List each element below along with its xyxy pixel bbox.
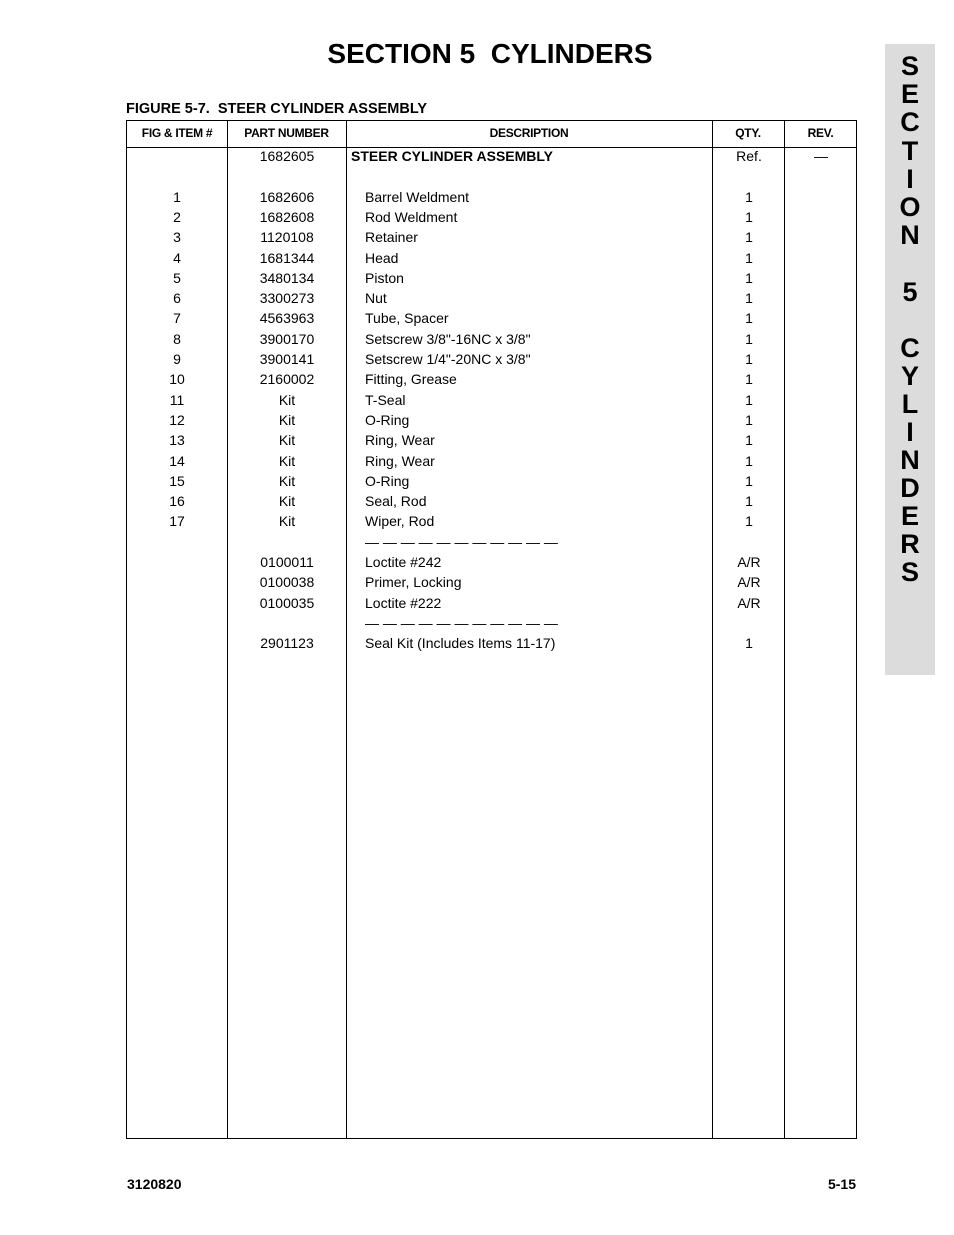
side-tab-letter: S — [900, 51, 919, 81]
quantity-cell: 1 — [745, 249, 753, 266]
description-cell: Rod Weldment — [365, 208, 458, 225]
revision-cell: — — [814, 148, 828, 164]
table-row — [127, 207, 856, 227]
quantity-cell: 1 — [745, 391, 753, 408]
table-row — [127, 329, 856, 349]
side-tab-letter: S — [900, 557, 919, 587]
description-cell: — — — — — — — — — — — — [365, 533, 558, 550]
side-tab-letter: T — [901, 136, 919, 166]
table-row — [127, 288, 856, 308]
side-tab-letter: R — [900, 529, 920, 559]
parts-table — [126, 120, 857, 1139]
table-row — [127, 268, 856, 288]
quantity-cell: 1 — [745, 411, 753, 428]
side-tab-letter: I — [906, 417, 914, 447]
item-number-cell: 10 — [169, 371, 185, 388]
table-row — [127, 532, 856, 552]
description-cell: Primer, Locking — [365, 574, 462, 591]
item-number-cell: 12 — [169, 411, 185, 428]
quantity-cell: 1 — [745, 432, 753, 449]
table-row — [127, 166, 856, 186]
side-tab-letter: E — [900, 79, 919, 109]
part-number-cell: 3480134 — [259, 269, 315, 286]
item-number-cell: 6 — [173, 290, 181, 307]
quantity-cell: 1 — [745, 310, 753, 327]
part-number-cell: 1682608 — [259, 208, 315, 225]
quantity-cell: 1 — [745, 208, 753, 225]
description-cell: Setscrew 3/8"-16NC x 3/8" — [365, 330, 531, 347]
item-number-cell: 14 — [169, 452, 185, 469]
quantity-cell: 1 — [745, 229, 753, 246]
quantity-cell: 1 — [745, 290, 753, 307]
side-tab-letter: 5 — [902, 277, 918, 307]
part-number-cell: 3900141 — [259, 351, 315, 367]
table-row — [127, 349, 856, 369]
description-cell: Seal, Rod — [365, 493, 427, 510]
description-cell: Retainer — [365, 229, 418, 246]
table-row — [127, 511, 856, 531]
item-number-cell: 7 — [173, 310, 181, 327]
item-number-cell: 4 — [173, 249, 181, 266]
item-number-cell: 5 — [173, 269, 181, 286]
description-cell: Setscrew 1/4"-20NC x 3/8" — [365, 351, 531, 367]
table-row — [127, 410, 856, 430]
description-cell: Loctite #222 — [365, 594, 442, 611]
table-row — [127, 552, 856, 572]
table-row — [127, 390, 856, 410]
side-tab-letter: N — [900, 445, 920, 475]
part-number-cell: 1681344 — [259, 249, 315, 266]
header-rev: REV. — [807, 126, 834, 140]
description-cell: — — — — — — — — — — — — [365, 614, 558, 631]
table-row — [127, 308, 856, 328]
table-row — [127, 613, 856, 633]
item-number-cell: 16 — [169, 493, 185, 510]
table-row — [127, 593, 856, 613]
item-number-cell: 15 — [169, 472, 185, 489]
side-tab-letter: N — [900, 220, 920, 250]
part-number-cell: 2160002 — [259, 371, 315, 388]
side-tab-letter: C — [900, 333, 920, 363]
part-number-cell: Kit — [278, 452, 296, 469]
table-row — [127, 227, 856, 247]
side-tab-letter: C — [900, 107, 920, 137]
part-number-cell: 1682605 — [259, 148, 315, 164]
description-cell: T-Seal — [365, 391, 406, 408]
quantity-cell: A/R — [737, 594, 761, 611]
part-number-cell: 2901123 — [260, 635, 314, 652]
part-number-cell: 3300273 — [259, 290, 315, 307]
part-number-cell: 3900170 — [259, 330, 315, 347]
quantity-cell: 1 — [745, 513, 753, 530]
description-cell: Ring, Wear — [365, 432, 435, 449]
part-number-cell: Kit — [278, 493, 296, 510]
part-number-cell: 1682606 — [259, 188, 315, 205]
description-cell: Head — [365, 249, 399, 266]
quantity-cell: 1 — [745, 493, 753, 510]
side-tab-letter: O — [899, 192, 921, 222]
part-number-cell: Kit — [278, 432, 296, 449]
part-number-cell: Kit — [278, 513, 296, 530]
item-number-cell: 9 — [173, 351, 181, 367]
part-number-cell: 1120108 — [260, 229, 314, 246]
quantity-cell: A/R — [737, 574, 761, 591]
quantity-cell: A/R — [737, 554, 761, 570]
quantity-cell: 1 — [745, 269, 753, 286]
description-cell: O-Ring — [365, 472, 410, 489]
description-cell: Tube, Spacer — [365, 310, 449, 327]
item-number-cell: 13 — [169, 432, 185, 449]
part-number-cell: Kit — [278, 391, 296, 408]
side-tab-letter: Y — [900, 361, 919, 391]
table-row — [127, 430, 856, 450]
description-cell: Loctite #242 — [365, 554, 442, 570]
item-number-cell: 3 — [173, 229, 181, 246]
part-number-cell: 0100038 — [259, 574, 315, 591]
side-tab-letter: I — [906, 164, 914, 194]
section-side-tab — [885, 44, 935, 675]
item-number-cell: 1 — [173, 188, 181, 205]
table-row — [127, 633, 856, 653]
header-item: FIG & ITEM # — [141, 126, 213, 140]
part-number-cell: 0100011 — [260, 554, 314, 570]
description-cell: Seal Kit (Includes Items 11-17) — [365, 635, 556, 652]
quantity-cell: 1 — [745, 452, 753, 469]
side-tab-letter: E — [900, 501, 919, 531]
quantity-cell: 1 — [745, 188, 753, 205]
description-cell: Barrel Weldment — [365, 188, 470, 205]
description-cell: Nut — [365, 290, 387, 307]
doc-number: 3120820 — [127, 1176, 182, 1192]
table-row — [127, 572, 856, 592]
part-number-cell: 4563963 — [259, 310, 315, 327]
quantity-cell: 1 — [745, 330, 753, 347]
table-row — [127, 451, 856, 471]
part-number-cell: 0100035 — [259, 594, 315, 611]
table-row — [127, 491, 856, 511]
quantity-cell: 1 — [745, 351, 753, 367]
description-cell: Fitting, Grease — [365, 371, 457, 388]
description-cell: Ring, Wear — [365, 452, 435, 469]
table-row — [127, 369, 856, 389]
side-tab-letter: D — [900, 473, 920, 503]
page-number: 5-15 — [827, 1176, 856, 1192]
figure-title: FIGURE 5-7. STEER CYLINDER ASSEMBLY — [126, 101, 428, 117]
header-qty: QTY. — [735, 126, 761, 140]
quantity-cell: 1 — [745, 472, 753, 489]
header-description: DESCRIPTION — [489, 126, 569, 140]
quantity-cell: Ref. — [736, 148, 762, 164]
part-number-cell: Kit — [278, 411, 296, 428]
header-part-number: PART NUMBER — [244, 126, 329, 140]
side-tab-letter: L — [901, 389, 919, 419]
quantity-cell: 1 — [745, 371, 753, 388]
part-number-cell: Kit — [278, 472, 296, 489]
description-cell: O-Ring — [365, 411, 410, 428]
description-cell: STEER CYLINDER ASSEMBLY — [351, 148, 553, 164]
page-title: SECTION 5 CYLINDERS — [327, 38, 653, 69]
description-cell: Piston — [365, 269, 404, 286]
table-row — [127, 146, 856, 166]
table-row — [127, 471, 856, 491]
table-row — [127, 248, 856, 268]
description-cell: Wiper, Rod — [365, 513, 435, 530]
item-number-cell: 17 — [169, 513, 185, 530]
item-number-cell: 2 — [173, 208, 181, 225]
table-row — [127, 187, 856, 207]
item-number-cell: 11 — [169, 391, 185, 408]
quantity-cell: 1 — [745, 635, 753, 652]
item-number-cell: 8 — [173, 330, 181, 347]
